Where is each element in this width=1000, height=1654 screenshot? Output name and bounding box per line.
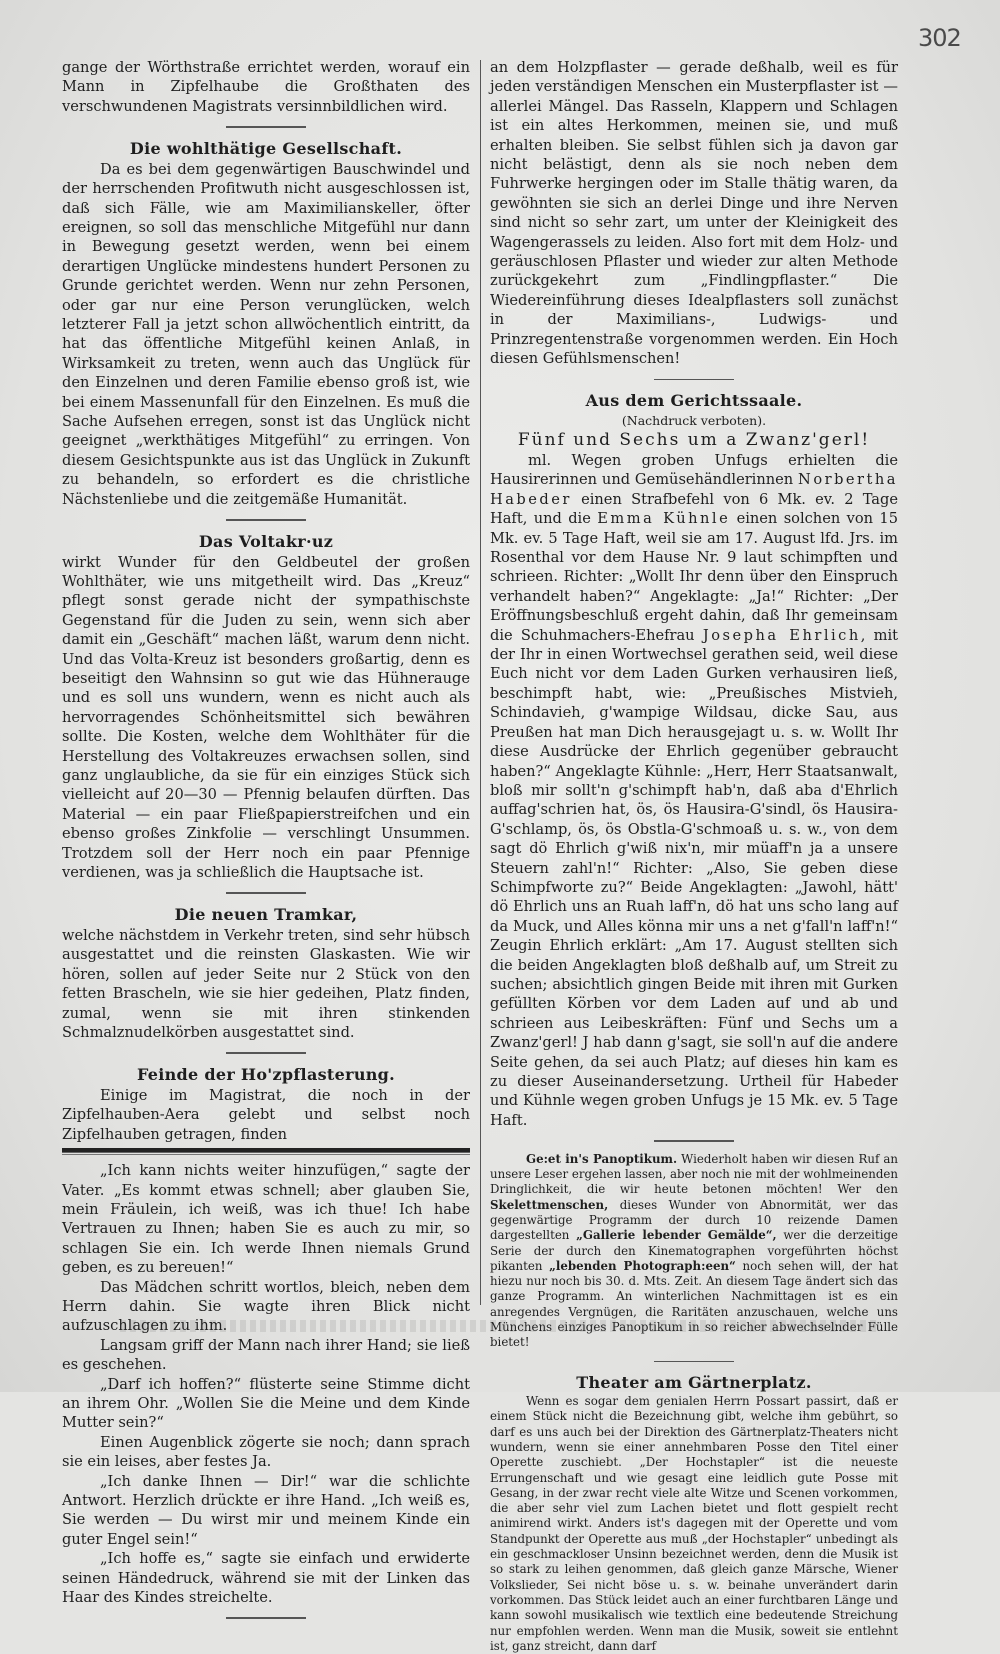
article-title-gerichtssaale: Aus dem Gerichtssaale. — [585, 391, 803, 410]
panopticum-highlight: „lebenden Photograph:een“ — [549, 1258, 736, 1273]
theater-review — [490, 1394, 898, 1654]
section-divider — [226, 892, 306, 894]
court-text: , mit der Ihr in einen Wortwechsel gerathen seid, weil diese Euch nicht vor dem Laden Gurken verhausiren ließ, beschimpft habt, wie: „Preußisches Mistvieh, Schindavieh, g'wampige Wildsau, dicke Sau, aus Preußen hat man Dich herausgejagt u. s. w. Wollt Ihr diese Ausdrücke der Ehrlich gegenüber gebraucht haben?“ Angeklagte Kühnle: „Herr, Herr Staatsanwalt, bloß mir sollt'n g'schimpft hab'n, daß aba d'Ehrlich auffag'schrien hat, ös, ös Hausira-G'sindl, ös Hausira-G'schlamp, ös, ös Obstla-G'schmoaß u. s. w., von dem sagt dö Ehrlich g'wiß nix'n, mir müaff'n ja a unsere Steuern zahl'n!“ Richter: „Also, Sie geben diese Schimpfworte zu?“ Beide Angeklagten: „Jawohl, hätt' dö Ehrlich uns an Ruah laff'n, dö hat uns scho lang auf da Muck, und Alles könna mir uns a net g'fall'n laff'n!“ Zeugin Ehrlich erklärt: „Am 17. August stellten sich die beiden Angeklagten bloß deßhalb auf, um Streit zu suchen; absichtlich gingen Beide mit ihren mit Gurken gefüllten Körben vor dem Laden auf und ab und schrieen aus Leibeskräften: Fünf und Sechs um a Zwanz'gerl! J hab dann g'sagt, sie soll'n auf die andere Seite gehen, da sei auch Platz; auf dieses hin kam es zu dieser Auseinandersetzung. Urtheil für Habeder und Kühnle wegen groben Unfugs je 15 Mk. ev. 5 Tage Haft. — [490, 626, 899, 1129]
court-text: einen solchen von 15 Mk. ev. 5 Tage Haft, weil sie am 17. August lfd. Jrs. im Rosenthal vor dem Hause Nr. 9 laut schimpften und schrieen. Richter: „Wollt Ihr denn über den Einspruch verhandelt haben?“ Angeklagte: „Ja!“ Richter: „Der Eröffnungsbeschluß ergeht dahin, daß Ihr gemeinsam die Schuhmachers-Ehefrau — [490, 510, 898, 644]
feuilleton-story — [62, 1161, 470, 1607]
court-text: ml. Wegen groben Unfugs erhielten die Hausirerinnen und Gemüsehändlerinnen — [490, 452, 898, 489]
witness-name: Josepha Ehrlich — [702, 626, 861, 644]
court-subtitle: Fünf und Sechs um a Zwanz'gerl! — [517, 430, 871, 450]
panopticum-highlight: Skelettmenschen, — [490, 1197, 609, 1212]
left-column — [62, 58, 470, 1629]
story-paragraph: Langsam griff der Mann nach ihrer Hand; sie ließ es geschehen. — [62, 1336, 470, 1374]
article-body-wohlthaetige-gesellschaft: Da es bei dem gegenwärtigen Bauschwindel und der herrschenden Profitwuth nicht ausgeschlossen ist, daß sich Fälle, wie am Maximilianskeller, öfter ereignen, so soll das menschliche Mitgefühl nur dann in Bewegung gesetzt werden, wenn bei einem derartigen Unglücke mindestens hundert Personen zu Grunde gerichtet werden. Wenn nur zehn Personen, oder gar nur eine Person verunglücken, welch letzterer Fall ja jetzt schon allwöchentlich eintritt, da hat das öffentliche Mitgefühl keinen Anlaß, in Wirksamkeit zu treten, wenn auch das Unglück für den Einzelnen und deren Familie ebenso groß ist, wie bei einem Massenunfall für den Einzelnen. Es muß die Sache Aufsehen erregen, sonst ist das Unglück nicht geeignet „werkthätiges Mitgefühl“ zu erringen. Von diesem Gesichtspunkte aus ist das Unglück in Zukunft zu behandeln, so erfordert es die christliche Nächstenliebe und die zeitgemäße Humanität. — [62, 160, 470, 508]
defendant-name: Norbertha Habeder — [490, 471, 898, 508]
reprint-notice: (Nachdruck verboten). — [621, 413, 767, 428]
section-divider — [226, 519, 306, 521]
court-text: einen Strafbefehl von 6 Mk. ev. 2 Tage Haft, und die — [490, 490, 898, 528]
bleed-through-text — [120, 1320, 880, 1332]
section-divider — [654, 1361, 734, 1363]
section-divider — [226, 126, 306, 128]
feuilleton-separator-thin — [62, 1154, 470, 1155]
article-title-theater: Theater am Gärtnerplatz. — [576, 1373, 812, 1393]
panopticum-text: noch sehen will, der hat hiezu nur noch bis 30. d. Mts. Zeit. An diesem Tage ändert sich das ganze Programm. An winterlichen Nachmittagen ist es ein anregendes Vergnügen, die Raritäten anzuschauen, welche uns Münchens einziges Panoptikum in so reicher abwechselnder Fülle bietet! — [490, 1258, 898, 1350]
story-paragraph: „Darf ich hoffen?“ flüsterte seine Stimme dicht an ihrem Ohr. „Wollen Sie die Meine und dem Kinde Mutter sein?“ — [62, 1375, 470, 1432]
article-title-tramkar: Die neuen Tramkar, — [174, 904, 358, 924]
article-body-theater: Wenn es sogar dem genialen Herrn Possart passirt, daß er einem Stück nicht die Bezeichnung gibt, welche ihm gebührt, so darf es uns auch bei der Direktion des Gärtnerplatz-Theaters nicht wundern, wenn sie einer annehmbaren Posse den Titel einer Operette zuschiebt. „Der Hochstapler“ ist die neueste Errungenschaft und wie gesagt eine leidlich gute Posse mit Gesang, in der zwar recht viele alte Witze und Scenen vorkommen, die aber sehr viel zum Lachen bietet und flott gespielt recht animirend wirkt. Anders ist's dagegen mit der Operette und vom Standpunkt der Operette aus muß „der Hochstapler“ unbedingt als ein geschmackloser Unsinn bezeichnet werden, denn die Musik ist so stark zu leihen genommen, daß gleich ganze Märsche, Wiener Volkslieder, Sei nicht böse u. s. w. beinahe unverändert darin vorkommen. Das Stück leidet auch an einer furchtbaren Länge und kann sowohl musikalisch wie textlich eine bedeutende Streichung nur empfohlen werden. Wenn man die Musik, soweit sie entlehnt ist, ganz streicht, dann darf — [490, 1394, 898, 1653]
feuilleton-separator — [62, 1148, 470, 1153]
right-intro-paragraph: an dem Holzpflaster — gerade deßhalb, weil es für jeden verständigen Menschen ein Musterpflaster ist — allerlei Mängel. Das Rasseln, Klappern und Schlagen ist ein altes Herkommen, meinen sie, und muß erhalten bleiben. Sie selbst fühlen sich ja davon gar nicht belästigt, denn als sie noch neben dem Fuhrwerke hergingen oder im Stalle thätig waren, da gewöhnten sie sich an derlei Dinge und ihre Nerven sind nicht so sehr zart, um unter der Kleinigkeit des Wagengerassels zu leiden. Also fort mit dem Holz- und geräuschlosen Pflaster und wieder zur alten Methode zurückgekehrt zum „Findlingpflaster.“ Die Wiedereinführung dieses Idealpflasters soll zunächst in der Maximilians-, Ludwigs- und Prinzregentenstraße vorgenommen werden. Ein Hoch diesen Gefühlsmenschen! — [490, 59, 898, 368]
article-title-wohlthaetige-gesellschaft: Die wohlthätige Gesellschaft. — [129, 138, 403, 158]
panopticum-text: wer die derzeitige Serie der durch den Kinematographen vorgeführten höchst pikanten — [490, 1228, 899, 1273]
page-number: 302 — [918, 24, 961, 52]
panopticum-text: Wiederholt haben wir diesen Ruf an unsere Leser ergehen lassen, aber noch nie mit der wohlmeinenden Dringlichkeit, die wir heute betonen möchten! Wer den — [490, 1151, 898, 1197]
section-divider — [226, 1052, 306, 1054]
left-intro-paragraph: gange der Wörthstraße errichtet werden, worauf ein Mann in Zipfelhaube die Großthaten des verschwundenen Magistrats versinnbildlichen wird. — [62, 59, 470, 115]
panopticum-text: dieses Wunder von Abnormität, wer das gegenwärtige Programm der durch 10 reizende Damen dargestellten — [490, 1197, 898, 1243]
story-paragraph: Das Mädchen schritt wortlos, bleich, neben dem Herrn dahin. Sie wagte ihren Blick nicht aufzuschlagen zu ihm. — [62, 1278, 470, 1335]
panopticum-highlight: „Gallerie lebender Gemälde“, — [576, 1228, 777, 1243]
panopticum-lead: Ge:et in's Panoptikum. — [526, 1151, 678, 1166]
section-divider — [226, 1617, 306, 1619]
article-body-voltakreuz: wirkt Wunder für den Geldbeutel der großen Wohlthäter, wie uns mitgetheilt wird. Das „Kreuz“ pflegt sonst gerade nicht der sympathischste Gegenstand für die Juden zu sein, wenn sich aber damit ein „Geschäft“ machen läßt, warum denn nicht. Und das Volta-Kreuz ist besonders großartig, denn es beseitigt den Wahnsinn so gut wie das Hühnerauge und es soll uns wundern, wenn es nicht auch als hervorragendes Schönheitsmittel sich bewähren sollte. Die Kosten, welche dem Wohlthäter für die Herstellung des Voltakreuzes erwachsen sollen, sind ganz unglaubliche, da sie für ein einziges Stück sich vielleicht auf 20—30 — Pfennig belaufen dürften. Das Material — ein paar Fließpapierstreifchen und ein ebenso großes Zinkfolie — verschlingt Unsummen. Trotzdem soll der Herr noch ein paar Pfennige verdienen, was ja schließlich die Hauptsache ist. — [62, 553, 470, 882]
section-divider — [654, 1140, 734, 1142]
story-paragraph: Einen Augenblick zögerte sie noch; dann sprach sie ein leises, aber festes Ja. — [62, 1433, 470, 1471]
article-title-voltakreuz: Das Voltakr·uz — [198, 531, 334, 551]
story-paragraph: „Ich kann nichts weiter hinzufügen,“ sagte der Vater. „Es kommt etwas schnell; aber glauben Sie, mein Fräulein, ich weiß, was ich thue! Ich habe Vertrauen zu Ihnen; haben Sie es auch zu mir, so schlagen Sie ein. Ich werde Ihnen niemals Grund geben, es zu bereuen!“ — [62, 1162, 470, 1277]
article-body-holzpflasterung: Einige im Magistrat, die noch in der Zipfelhauben-Aera gelebt und selbst noch Zipfelhauben getragen, finden — [62, 1086, 470, 1143]
story-paragraph: „Ich danke Ihnen — Dir!“ war die schlichte Antwort. Herzlich drückte er ihre Hand. „Ich weiß es, Sie werden — Du wirst mir und meinem Kinde ein guter Engel sein!“ — [62, 1472, 470, 1548]
article-body-tramkar: welche nächstdem in Verkehr treten, sind sehr hübsch ausgestattet und die reinsten Glaskasten. Wie wir hören, sollen auf jeder Seite nur 2 Stück von den fetten Braschеln, wie sie hier gedeihen, Platz finden, zumal, wenn sie mit ihren stinkenden Schmalznudelkörben ausgestattet sind. — [62, 926, 470, 1041]
article-body-gerichtssaale — [490, 451, 898, 1130]
article-title-holzpflasterung: Feinde der Ho'zpflasterung. — [136, 1064, 396, 1084]
right-column — [490, 58, 898, 1654]
section-divider — [654, 379, 734, 381]
column-divider — [480, 60, 481, 1305]
defendant-name: Emma Kühnle — [597, 510, 731, 528]
story-paragraph: „Ich hoffe es,“ sagte sie einfach und erwiderte seinen Händedruck, während sie mit der Linken das Haar des Kindes streichelte. — [62, 1550, 470, 1607]
